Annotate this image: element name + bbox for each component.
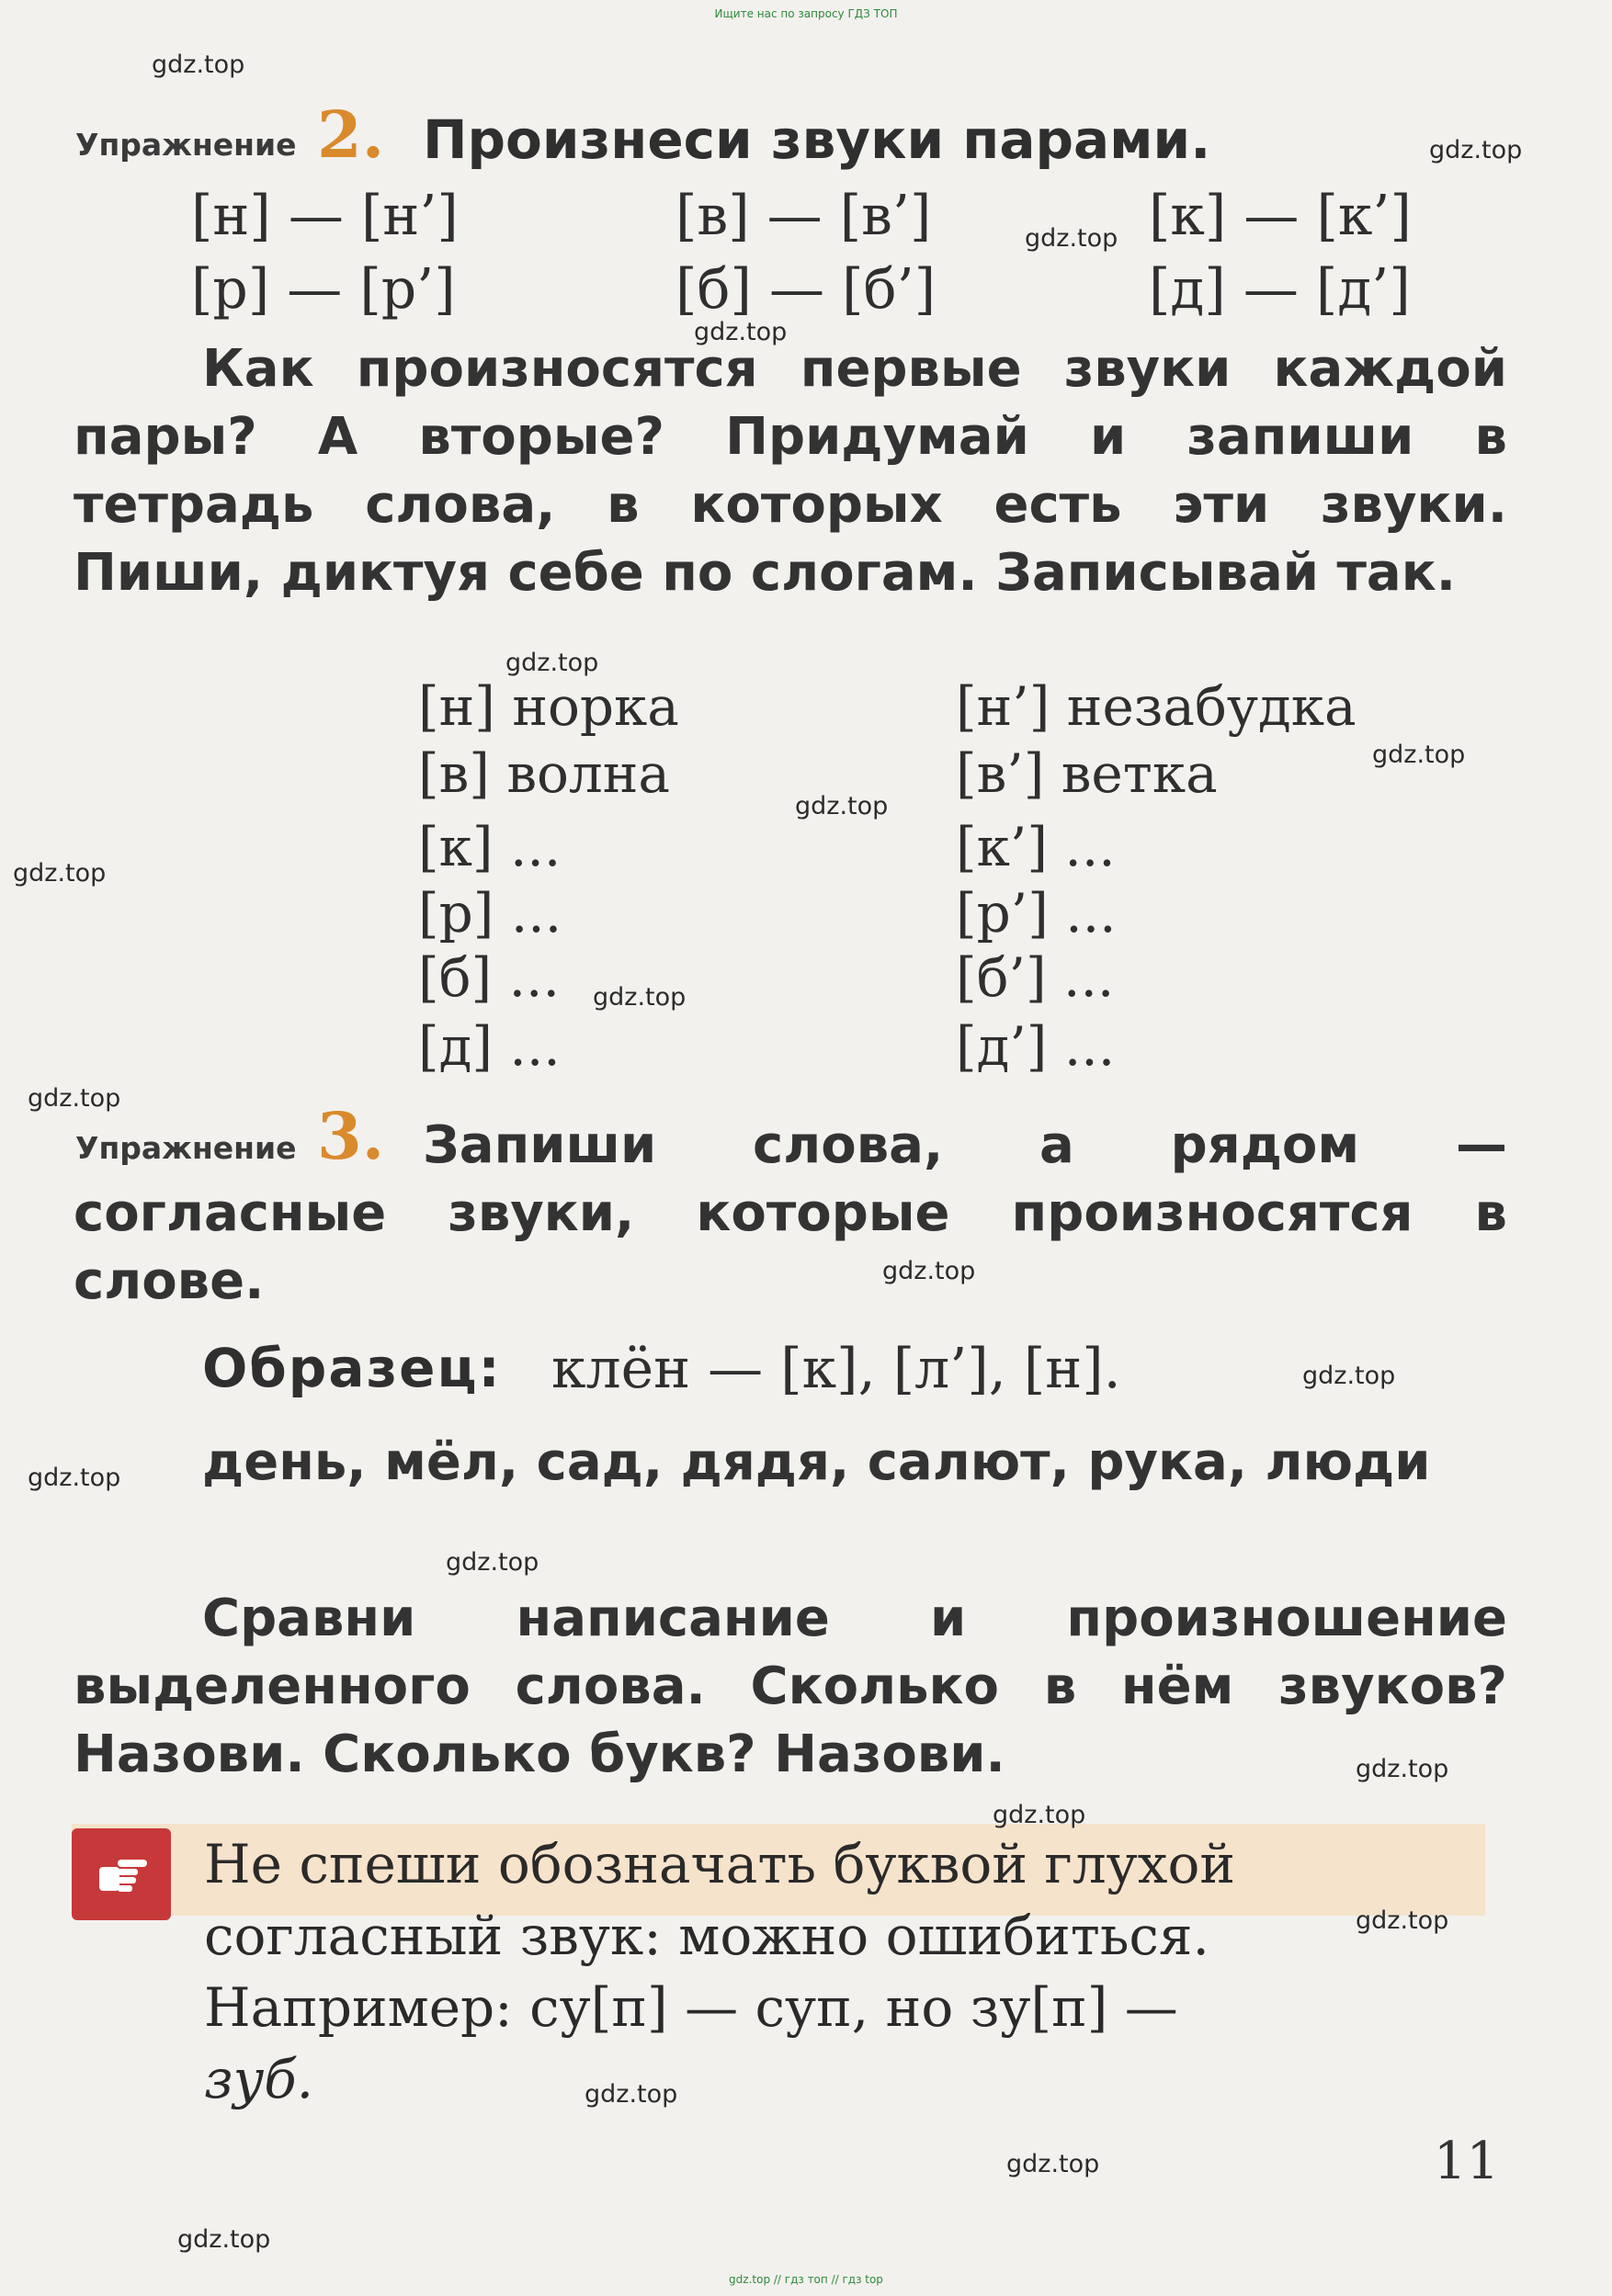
- tip-line-4: зуб.: [204, 2048, 314, 2110]
- pair-k: [к] — [к’]: [1149, 184, 1412, 248]
- exercise-2-title: Произнеси звуки парами.: [423, 108, 1211, 171]
- table-row-right: [в’] ветка: [956, 742, 1218, 805]
- watermark: gdz.top: [1006, 2150, 1100, 2178]
- watermark: gdz.top: [1302, 1362, 1396, 1390]
- tip-line-2: согласный звук: можно ошибиться.: [204, 1905, 1209, 1967]
- pointing-hand-icon: [96, 1847, 151, 1902]
- pair-d: [д] — [д’]: [1149, 257, 1411, 322]
- watermark: gdz.top: [795, 792, 889, 820]
- pair-b: [б] — [б’]: [675, 257, 937, 322]
- watermark: gdz.top: [694, 318, 788, 346]
- bottom-note: gdz.top // гдз топ // гдз top: [729, 2273, 883, 2286]
- exercise-3-number: 3.: [317, 1098, 385, 1174]
- pair-n: [н] — [н’]: [191, 184, 459, 248]
- sample-text: клён — [к], [л’], [н].: [551, 1337, 1121, 1401]
- tip-line-3: Например: су[п] — суп, но зу[п] —: [204, 1976, 1178, 2039]
- tip-line-1: Не спеши обозначать буквой глухой: [204, 1833, 1236, 1895]
- watermark: gdz.top: [177, 2225, 271, 2254]
- table-row-right: [к’] ...: [956, 816, 1116, 878]
- watermark: gdz.top: [1356, 1906, 1449, 1935]
- watermark: gdz.top: [28, 1084, 121, 1113]
- table-row-right: [б’] ...: [956, 946, 1115, 1009]
- exercise-3-task: Сравни написание и произношение выделенного слова. Сколько в нём звуков? Назови. Сколько букв? Назови.: [74, 1589, 1507, 1784]
- watermark: gdz.top: [152, 51, 245, 79]
- pair-v: [в] — [в’]: [675, 184, 932, 248]
- table-row-left: [д] ...: [418, 1015, 561, 1078]
- watermark: gdz.top: [13, 859, 107, 888]
- exercise-2-label: Упражнение: [75, 127, 297, 163]
- exercise-3-label: Упражнение: [75, 1130, 297, 1166]
- sample-label: Образец:: [202, 1337, 502, 1399]
- exercise-2-number: 2.: [317, 96, 385, 173]
- watermark: gdz.top: [28, 1464, 121, 1492]
- watermark: gdz.top: [1356, 1755, 1449, 1783]
- exercise-3-title: Запиши слова, а рядом — согласные звуки, которые произносятся в слове.: [74, 1115, 1507, 1311]
- table-row-left: [б] ...: [418, 946, 560, 1009]
- watermark: gdz.top: [446, 1548, 539, 1577]
- watermark: gdz.top: [505, 649, 599, 677]
- watermark: gdz.top: [882, 1257, 976, 1285]
- table-row-right: [д’] ...: [956, 1015, 1116, 1078]
- watermark: gdz.top: [593, 983, 687, 1012]
- table-row-left: [н] норка: [418, 675, 679, 738]
- watermark: gdz.top: [585, 2080, 678, 2109]
- page-number: 11: [1434, 2132, 1500, 2191]
- table-row-left: [р] ...: [418, 882, 562, 944]
- table-row-right: [р’] ...: [956, 882, 1117, 944]
- watermark: gdz.top: [1372, 741, 1466, 769]
- watermark: gdz.top: [1429, 136, 1523, 164]
- top-note: Ищите нас по запросу ГДЗ ТОП: [714, 7, 898, 20]
- word-list: день, мёл, сад, дядя, салют, рука, люди: [202, 1432, 1431, 1492]
- exercise-2-text: Как произносятся первые звуки каждой пары? А вторые? Придумай и запиши в тетрадь слова, в которых есть эти звуки. Пиши, диктуя себе по слогам. Записывай так.: [74, 339, 1507, 603]
- pair-r: [р] — [р’]: [191, 257, 456, 322]
- table-row-left: [в] волна: [418, 742, 670, 805]
- watermark: gdz.top: [993, 1801, 1086, 1829]
- watermark: gdz.top: [1025, 224, 1118, 253]
- table-row-right: [н’] незабудка: [956, 675, 1357, 738]
- table-row-left: [к] ...: [418, 816, 562, 878]
